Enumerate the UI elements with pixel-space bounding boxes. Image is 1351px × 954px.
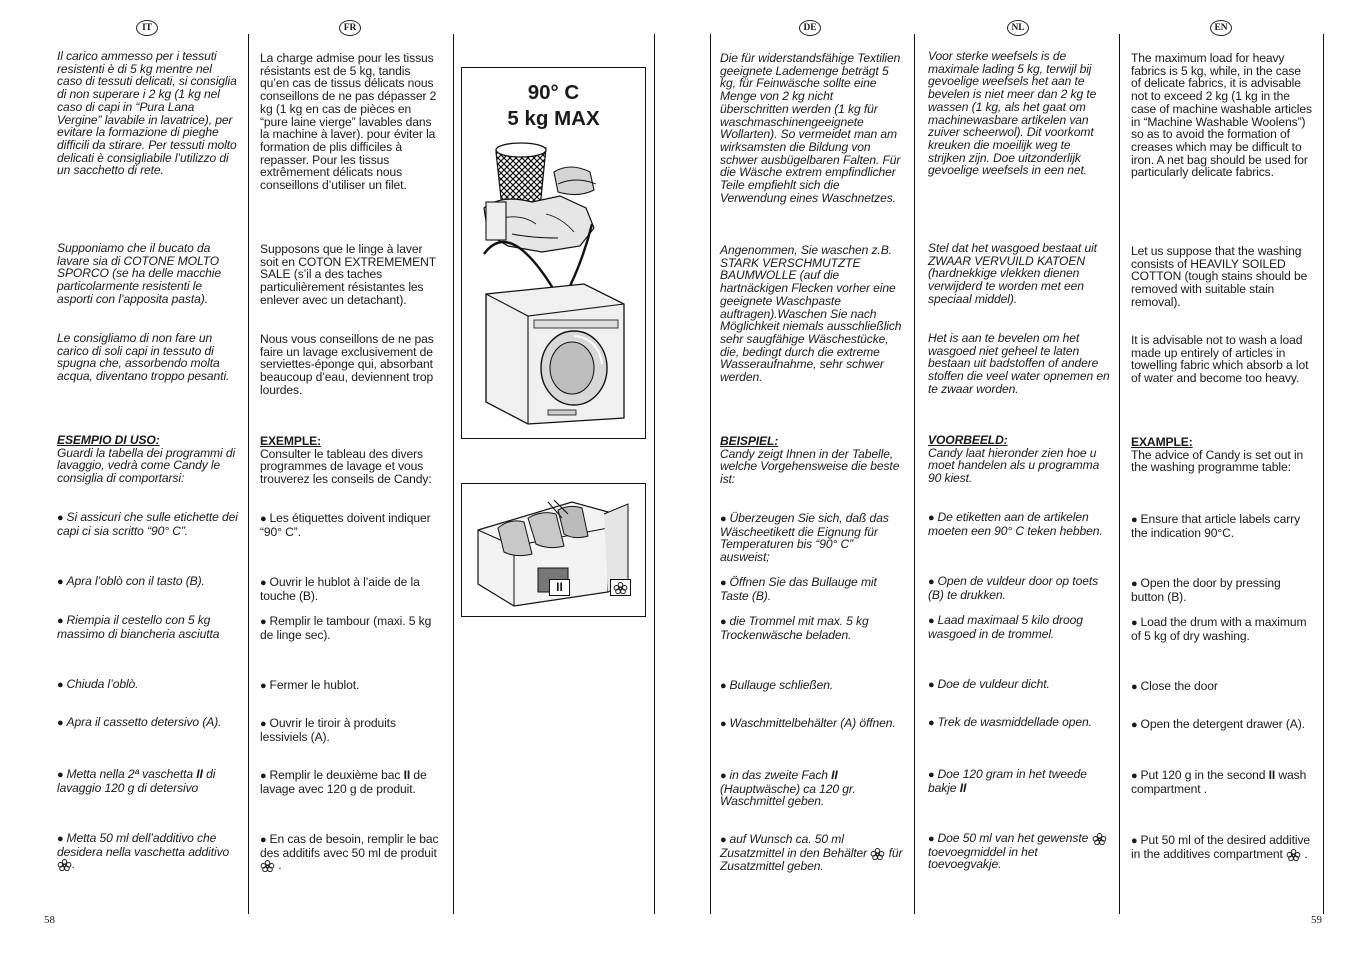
step-5: ● Ouvrir le tiroir à produits lessiviels (A). xyxy=(260,717,441,743)
compartment-ii-label: II xyxy=(959,780,967,795)
example-heading: EXEMPLE: xyxy=(260,434,322,448)
column-rule-6 xyxy=(1119,34,1120,914)
language-badge-en: EN xyxy=(1210,20,1232,36)
step-7: ● auf Wunsch ca. 50 ml Zusatzmittel in den Behälter für Zusatzmittel geben. xyxy=(720,833,904,872)
step-3: ● Remplir le tambour (maxi. 5 kg de linge sec). xyxy=(260,615,441,641)
example-intro: Consulter le tableau des divers programmes de lavage et vous trouverez les conseils de Candy: xyxy=(260,446,432,487)
step-2: ● Ouvrir le hublot à l’aide de la touche (B). xyxy=(260,576,441,602)
compartment-ii-label: II xyxy=(831,768,838,782)
example-intro: Guardi la tabella dei programmi di lavaggio, vedrà come Candy le consiglia di comportarsi: xyxy=(57,445,236,486)
detergent-drawer-figure xyxy=(461,483,646,617)
language-badge-de: DE xyxy=(799,20,821,36)
step-1: ● Ensure that article labels carry the indication 90°C. xyxy=(1131,513,1313,539)
step-4: ● Chiuda l’oblò. xyxy=(57,678,240,692)
language-badge-fr: FR xyxy=(339,20,361,36)
column-rule-5 xyxy=(914,34,915,914)
example-intro: Candy laat hieronder zien hoe u moet handelen als u programma 90 kiest. xyxy=(928,445,1100,486)
compartment-ii-label: II xyxy=(403,768,411,782)
column-english xyxy=(1131,20,1313,900)
flower-icon xyxy=(1286,849,1301,861)
laundry-and-washer-illustration xyxy=(462,68,645,438)
example-heading: EXAMPLE: xyxy=(1131,435,1193,449)
paragraph-advice: Het is aan te bevelen om het wasgoed niet geheel te laten bestaan uit badstoffen of andere stoffen die veel water opnemen en te zwaar worden. xyxy=(928,331,1110,396)
paragraph-suppose: Supposons que le linge à laver soit en COTON EXTREMEMENT SALE (s’il a des taches particulièrement résistantes les enlever avec un detachant). xyxy=(260,242,436,307)
example-block xyxy=(720,435,904,486)
step-3: ● die Trommel mit max. 5 kg Trockenwäsche beladen. xyxy=(720,615,904,641)
column-rule-1 xyxy=(248,34,249,914)
example-block xyxy=(57,434,240,485)
step-1: ● Les étiquettes doivent indiquer “90° C”. xyxy=(260,512,441,538)
language-badge-nl: NL xyxy=(1007,20,1029,36)
paragraph-load: Voor sterke weefsels is de maximale lading 5 kg, terwijl bij gevoelige weefsels het aan te bevelen is niet meer dan 2 kg te wassen (1 kg, als het gaat om machinewasbare artikelen van zuiver scheerwol). Dit voorkomt kreuken die moeilijk weg te strijken zijn. Doe uitzonderlijk gevoelige weefsels in een net. xyxy=(928,49,1097,178)
column-italian xyxy=(57,20,240,900)
step-2: ● Öffnen Sie das Bullauge mit Taste (B). xyxy=(720,576,904,602)
step-5: ● Waschmittelbehälter (A) öffnen. xyxy=(720,717,904,731)
paragraph-advice: Nous vous conseillons de ne pas faire un lavage exclusivement de serviettes-éponge qui, absorbant beaucoup d’eau, deviennent trop lourdes. xyxy=(260,332,434,397)
step-7: ● En cas de besoin, remplir le bac des additifs avec 50 ml de produit . xyxy=(260,833,441,872)
temperature-label: 90° C xyxy=(527,81,580,104)
paragraph-advice: Le consigliamo di non fare un carico di soli capi in tessuto di spugna che, assorbendo molta acqua, diventano troppo pesanti. xyxy=(57,331,230,384)
step-4: ● Doe de vuldeur dicht. xyxy=(928,678,1110,692)
wash-load-figure xyxy=(461,67,646,439)
step-7: ● Doe 50 ml van het gewenste toevoegmiddel in het toevoegvakje. xyxy=(928,832,1110,871)
column-german xyxy=(720,20,904,900)
compartment-ii-label: II xyxy=(1268,768,1276,782)
step-5: ● Apra il cassetto detersivo (A). xyxy=(57,716,240,730)
step-6: ● in das zweite Fach II (Hauptwäsche) ca 120 gr. Waschmittel geben. xyxy=(720,769,904,808)
step-6: ● Remplir le deuxième bac II de lavage avec 120 g de produit. xyxy=(260,769,441,795)
paragraph-suppose: Stel dat het wasgoed bestaat uit ZWAAR VERVUILD KATOEN (hardnekkige vlekken dienen verwijderd te worden met een speciaal middel). xyxy=(928,241,1097,306)
page-number-left: 58 xyxy=(44,914,55,926)
step-5: ● Trek de wasmiddellade open. xyxy=(928,716,1110,730)
column-french xyxy=(260,20,441,900)
language-badge-it: IT xyxy=(136,20,158,36)
step-4: ● Fermer le hublot. xyxy=(260,679,441,693)
step-1: ● De etiketten aan de artikelen moeten een 90° C teken hebben. xyxy=(928,511,1110,537)
step-1: ● Si assicuri che sulle etichette dei capi ci sia scritto “90° C”. xyxy=(57,511,240,537)
page-number-right: 59 xyxy=(1311,914,1322,926)
step-4: ● Bullauge schließen. xyxy=(720,679,904,693)
column-rule-2 xyxy=(453,34,454,914)
flower-icon xyxy=(1092,833,1107,845)
example-intro: The advice of Candy is set out in the washing programme table: xyxy=(1131,447,1304,475)
flower-icon xyxy=(57,859,72,871)
compartment-ii-marker: II xyxy=(549,579,570,596)
step-1: ● Überzeugen Sie sich, daß das Wäscheetikett die Eignung für Temperaturen bis “90° C” ausweist; xyxy=(720,512,904,564)
step-3: ● Laad maximaal 5 kilo droog wasgoed in de trommel. xyxy=(928,614,1110,640)
step-3: ● Riempia il cestello con 5 kg massimo di biancheria asciutta xyxy=(57,614,240,640)
example-block xyxy=(260,435,441,486)
example-block xyxy=(928,434,1110,485)
compartment-ii-label: II xyxy=(196,767,203,781)
additive-compartment-marker xyxy=(610,579,631,596)
paragraph-suppose: Angenommen, Sie waschen z.B. STARK VERSCHMUTZTE BAUMWOLLE (auf die hartnäckigen Flecken vorher eine geeignete Waschpaste auftragen).Waschen Sie nach Möglichkeit niemals ausschließlich sehr saugfähige Wäschestücke, die, bedingt durch die extreme Wasseraufnahme, sehr schwer werden. xyxy=(720,243,902,385)
step-4: ● Close the door xyxy=(1131,680,1313,694)
capacity-label: 5 kg MAX xyxy=(507,107,600,130)
step-5: ● Open the detergent drawer (A). xyxy=(1131,718,1313,732)
paragraph-load: The maximum load for heavy fabrics is 5 kg, while, in the case of delicate fabrics, it is advisable not to exceed 2 kg (1 kg in the case of machine washable articles in “Machine Washable Woolens”) so as to avoid the formation of creases which may be difficult to iron. A net bag should be used for particularly delicate fabrics. xyxy=(1131,51,1312,180)
column-dutch xyxy=(928,20,1110,900)
step-6: ● Doe 120 gram in het tweede bakje II xyxy=(928,768,1110,794)
step-7: ● Metta 50 ml dell’additivo che desidera nella vaschetta additivo . xyxy=(57,832,240,871)
example-heading: ESEMPIO DI USO: xyxy=(57,433,160,447)
column-rule-7 xyxy=(1323,34,1324,914)
flower-icon xyxy=(870,848,885,860)
step-3: ● Load the drum with a maximum of 5 kg of dry washing. xyxy=(1131,616,1313,642)
detergent-drawer-illustration xyxy=(462,484,645,616)
column-rule-3 xyxy=(654,34,655,914)
step-6: ● Put 120 g in the second II wash compartment . xyxy=(1131,769,1313,795)
example-heading: VOORBEELD: xyxy=(928,433,1008,447)
step-2: ● Open the door by pressing button (B). xyxy=(1131,577,1313,603)
step-2: ● Apra l’oblò con il tasto (B). xyxy=(57,575,240,589)
paragraph-load: Die für widerstandsfähige Textilien geeignete Lademenge beträgt 5 kg, für Feinwäsche sollte eine Menge von 2 kg nicht überschritten werden (1 kg für waschmaschinengeeignete Wollarten). So vermeidet man am wirksamsten die Bildung von schwer ausbügelbaren Falten. Für die Wäsche extrem empfindlicher Teile empfiehlt sich die Verwendung eines Waschnetzes. xyxy=(720,51,901,205)
paragraph-advice: It is advisable not to wash a load made up entirely of articles in towelling fabric which absorb a lot of water and become too heavy. xyxy=(1131,333,1309,386)
paragraph-load: La charge admise pour les tissus résistants est de 5 kg, tandis qu’en cas de tissus délicats nous conseillons de ne pas dépasser 2 kg (1 kg en cas de pièces en “pure laine vierge” lavables dans la machine à laver). pour éviter la formation de plis difficiles à repasser. Pour les tissus extrêmement délicats nous conseillons d’utiliser un filet. xyxy=(260,51,437,193)
example-block xyxy=(1131,436,1313,474)
flower-icon xyxy=(260,860,275,872)
paragraph-suppose: Let us suppose that the washing consists of HEAVILY SOILED COTTON (tough stains should be removed with suitable stain removal). xyxy=(1131,244,1308,309)
step-2: ● Open de vuldeur door op toets (B) te drukken. xyxy=(928,575,1110,601)
example-heading: BEISPIEL: xyxy=(720,434,779,448)
paragraph-load: Il carico ammesso per i tessuti resistenti è di 5 kg mentre nel caso di tessuti delicati, si consiglia di non superare i 2 kg (1 kg nel caso di capi in “Pura Lana Vergine” lavabile in lavatrice), per evitare la formazione di pieghe difficili da stirare. Per tessuti molto delicati è consigliabile l’utilizzo di un sacchetto di rete. xyxy=(57,49,237,178)
paragraph-suppose: Supponiamo che il bucato da lavare sia di COTONE MOLTO SPORCO (se ha delle macchie particolarmente resistenti le asporti con l’apposita pasta). xyxy=(57,241,221,306)
step-6: ● Metta nella 2ª vaschetta II di lavaggio 120 g di detersivo xyxy=(57,768,240,794)
column-rule-4 xyxy=(710,34,711,914)
flower-icon xyxy=(613,581,628,593)
example-intro: Candy zeigt Ihnen in der Tabelle, welche Vorgehensweise die beste ist: xyxy=(720,446,900,487)
step-7: ● Put 50 ml of the desired additive in the additives compartment . xyxy=(1131,834,1313,861)
